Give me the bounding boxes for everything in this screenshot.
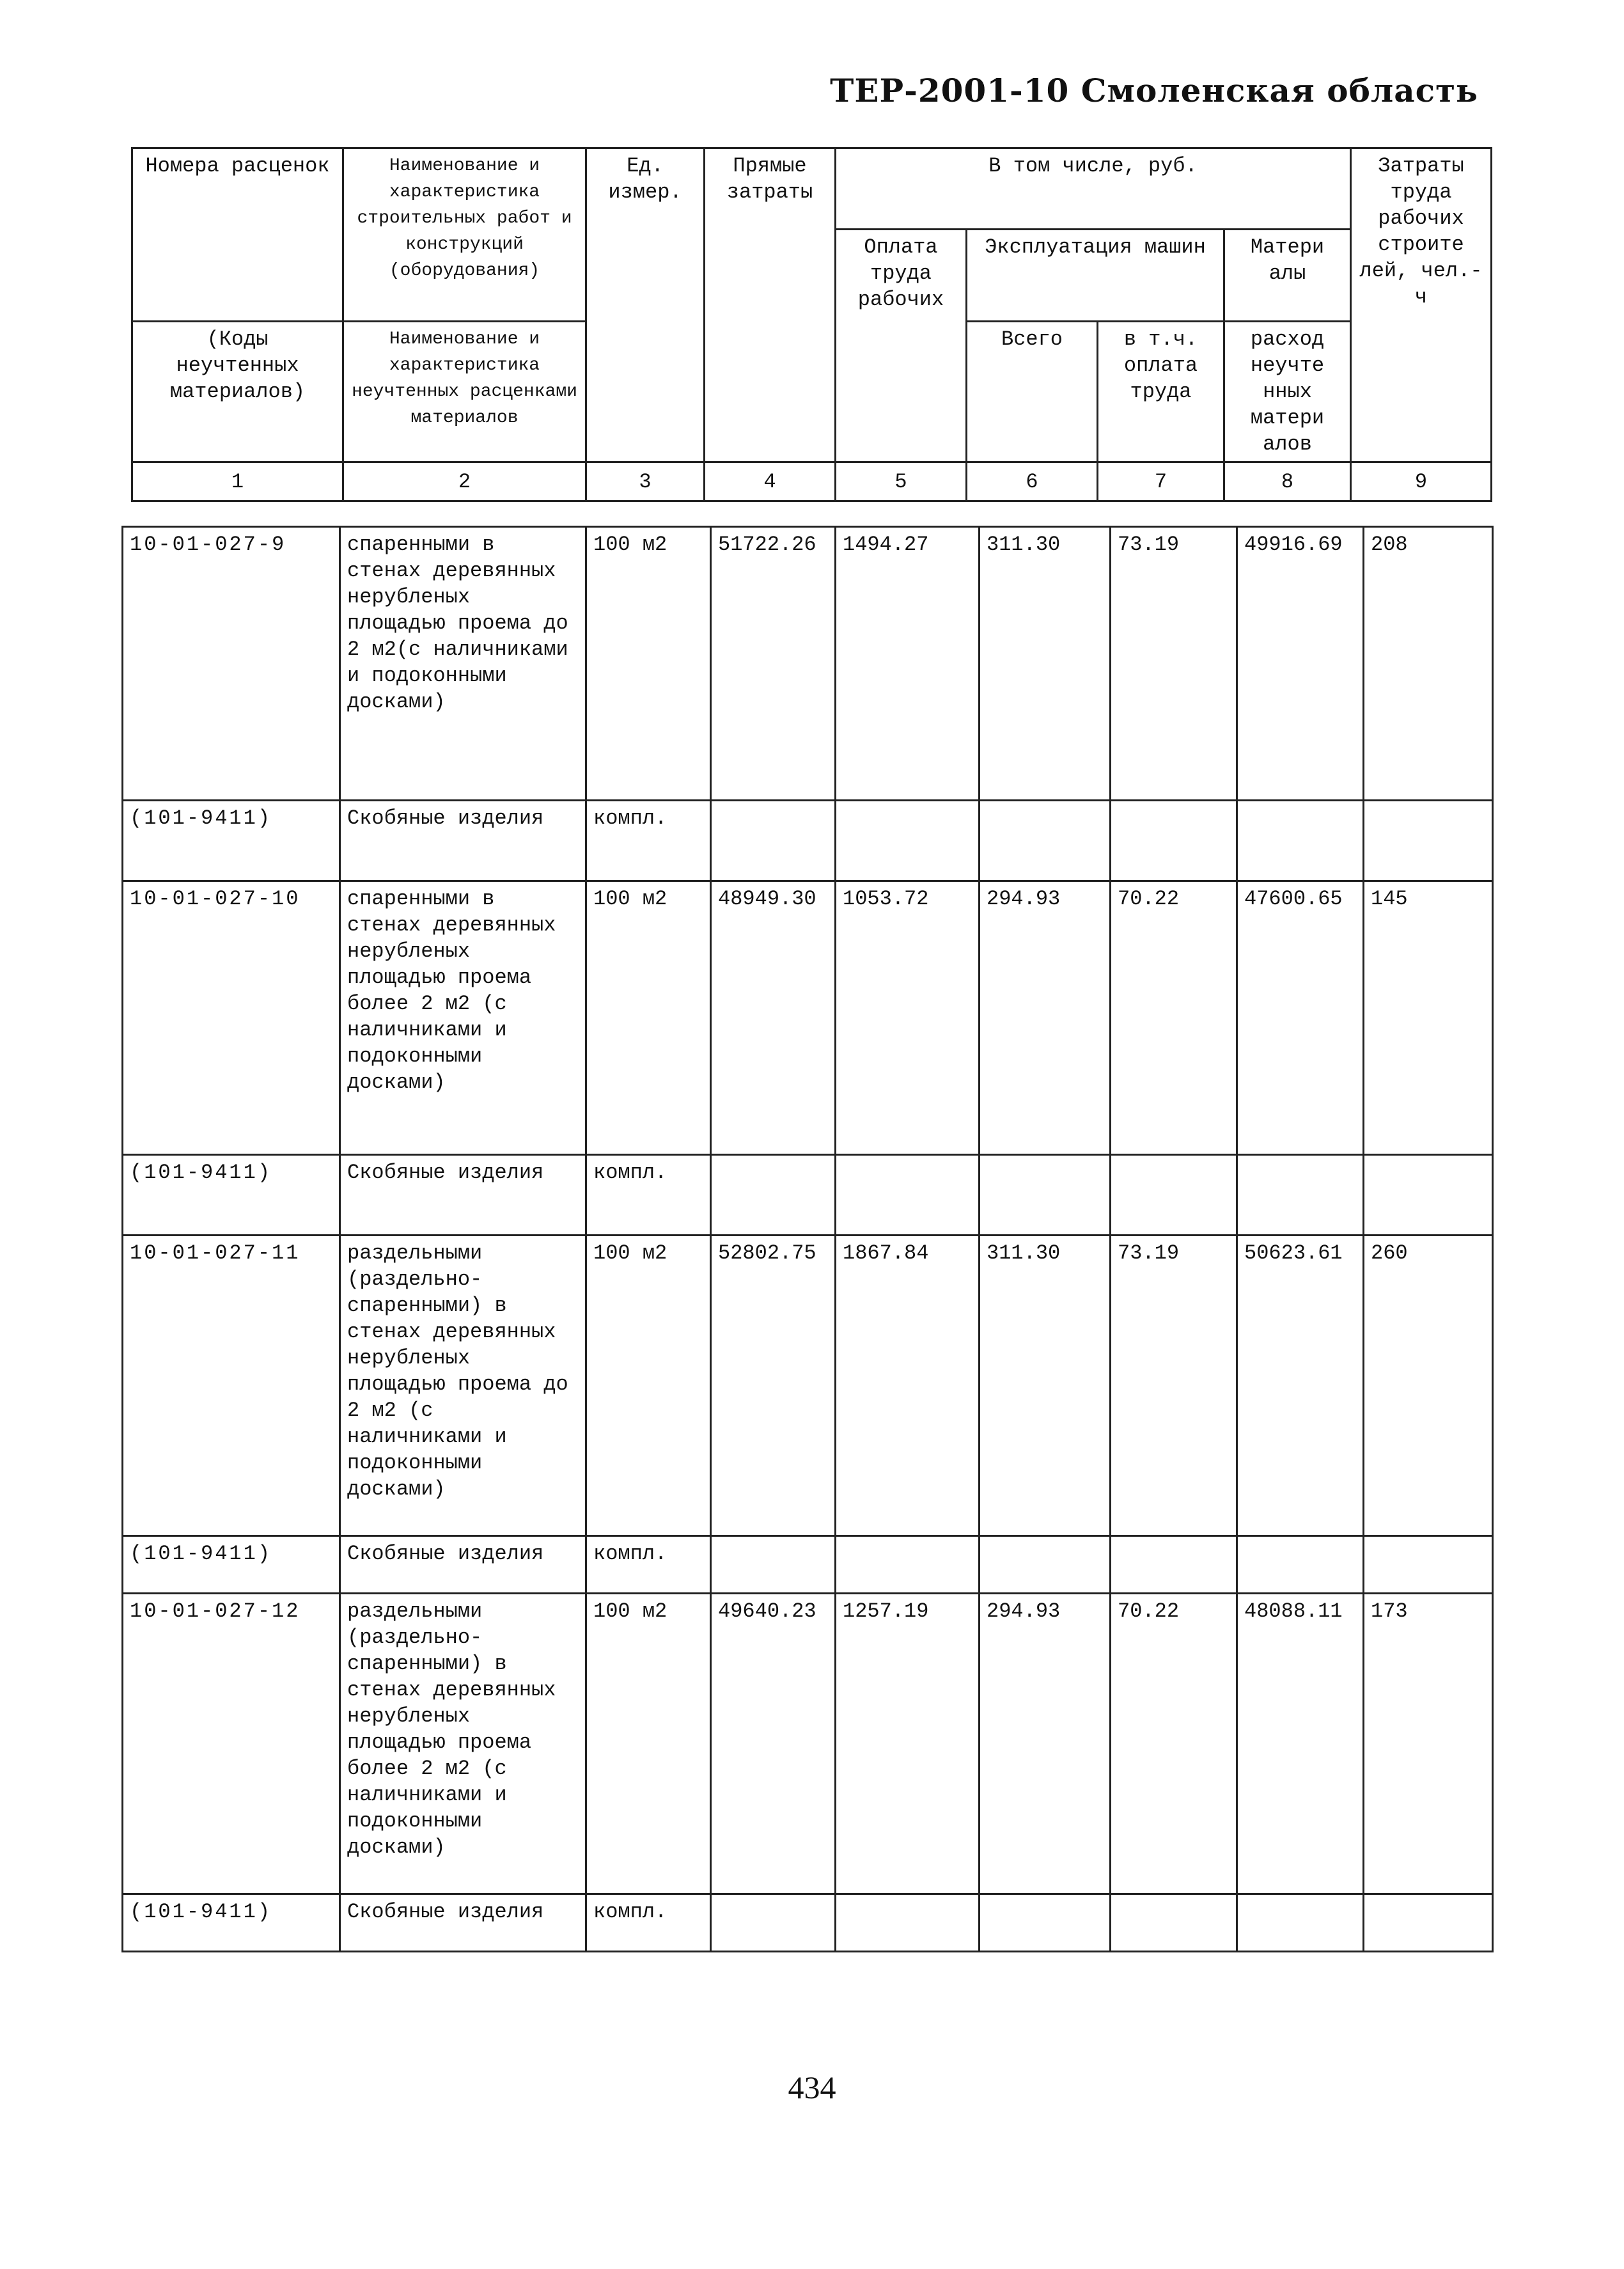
page-title: ТЕР-2001-10 Смоленская область: [830, 72, 1478, 109]
rate-machines-labor: 70.22: [1111, 881, 1237, 1155]
material-labor-pay: [836, 801, 980, 881]
material-direct-costs: [711, 1894, 836, 1952]
rate-name: раздельными (раздельно-спаренными) в стенах деревянных нерубленых площадью проема до 2 м2 (с наличниками и подоконными досками): [340, 1236, 586, 1536]
material-name: Скобяные изделия: [340, 1536, 586, 1594]
header-col6: Всего: [967, 322, 1098, 462]
rate-machines-labor: 73.19: [1111, 527, 1237, 801]
header-col9: Затраты труда рабочих строите лей, чел.-ч: [1351, 148, 1492, 462]
rate-direct-costs: 49640.23: [711, 1594, 836, 1894]
header-col8-top: Матери алы: [1224, 230, 1351, 322]
rate-direct-costs: 52802.75: [711, 1236, 836, 1536]
rate-unit: 100 м2: [586, 1594, 711, 1894]
rate-unit: 100 м2: [586, 1236, 711, 1536]
material-labor-hours: [1364, 1894, 1493, 1952]
rate-labor-hours: 208: [1364, 527, 1493, 801]
header-col5: Оплата труда рабочих: [836, 230, 967, 462]
material-machines-labor: [1111, 1155, 1237, 1236]
header-table: [131, 147, 1492, 502]
material-machines-total: [980, 1894, 1111, 1952]
rate-code: 10-01-027-11: [123, 1236, 340, 1536]
header-number: 5: [836, 462, 967, 501]
material-machines-total: [980, 1155, 1111, 1236]
material-direct-costs: [711, 1155, 836, 1236]
page-number: 434: [788, 2069, 836, 2105]
material-materials: [1237, 1155, 1364, 1236]
rate-machines-total: 311.30: [980, 527, 1111, 801]
rate-labor-hours: 173: [1364, 1594, 1493, 1894]
rate-labor-pay: 1867.84: [836, 1236, 980, 1536]
header-col2-bottom: Наименование и характеристика неучтенных расценками материалов: [343, 322, 586, 462]
rate-direct-costs: 51722.26: [711, 527, 836, 801]
material-code: (101-9411): [123, 801, 340, 881]
header-col4: Прямые затраты: [705, 148, 836, 462]
rate-machines-total: 311.30: [980, 1236, 1111, 1536]
material-machines-total: [980, 801, 1111, 881]
material-name: Скобяные изделия: [340, 1894, 586, 1952]
rate-unit: 100 м2: [586, 527, 711, 801]
header-col3: Ед. измер.: [586, 148, 705, 462]
material-code: (101-9411): [123, 1155, 340, 1236]
rate-labor-pay: 1257.19: [836, 1594, 980, 1894]
header-group: В том числе, руб.: [836, 148, 1351, 230]
rate-labor-hours: 145: [1364, 881, 1493, 1155]
rate-materials: 50623.61: [1237, 1236, 1364, 1536]
material-name: Скобяные изделия: [340, 1155, 586, 1236]
rate-unit: 100 м2: [586, 881, 711, 1155]
header-col1-bottom: (Коды неучтенных материалов): [132, 322, 343, 462]
rate-materials: 47600.65: [1237, 881, 1364, 1155]
header-machines: Эксплуатация машин: [967, 230, 1224, 322]
material-materials: [1237, 1536, 1364, 1594]
rate-code: 10-01-027-9: [123, 527, 340, 801]
rate-labor-hours: 260: [1364, 1236, 1493, 1536]
rate-name: спаренными в стенах деревянных нерубленых площадью проема до 2 м2(с наличниками и подоконными досками): [340, 527, 586, 801]
material-unit: компл.: [586, 1155, 711, 1236]
header-number: 2: [343, 462, 586, 501]
rates-table: [121, 526, 1494, 1952]
header-number: 7: [1098, 462, 1224, 501]
material-labor-hours: [1364, 801, 1493, 881]
rate-machines-total: 294.93: [980, 1594, 1111, 1894]
material-materials: [1237, 801, 1364, 881]
rate-machines-labor: 73.19: [1111, 1236, 1237, 1536]
rate-code: 10-01-027-12: [123, 1594, 340, 1894]
rate-name: раздельными (раздельно-спаренными) в стенах деревянных нерубленых площадью проема более 2 м2 (с наличниками и подоконными досками): [340, 1594, 586, 1894]
material-unit: компл.: [586, 1894, 711, 1952]
header-col2-top: Наименование и характеристика строительных работ и конструкций (оборудования): [343, 148, 586, 322]
rate-direct-costs: 48949.30: [711, 881, 836, 1155]
rate-machines-total: 294.93: [980, 881, 1111, 1155]
material-machines-labor: [1111, 1894, 1237, 1952]
rate-materials: 49916.69: [1237, 527, 1364, 801]
header-number: 4: [705, 462, 836, 501]
header-col7: в т.ч. оплата труда: [1098, 322, 1224, 462]
rate-code: 10-01-027-10: [123, 881, 340, 1155]
rate-name: спаренными в стенах деревянных нерубленых площадью проема более 2 м2 (с наличниками и подоконными досками): [340, 881, 586, 1155]
header-col8-bottom: расход неучте нных матери алов: [1224, 322, 1351, 462]
material-labor-hours: [1364, 1155, 1493, 1236]
material-unit: компл.: [586, 801, 711, 881]
header-number: 8: [1224, 462, 1351, 501]
material-labor-pay: [836, 1894, 980, 1952]
material-unit: компл.: [586, 1536, 711, 1594]
material-code: (101-9411): [123, 1536, 340, 1594]
material-labor-pay: [836, 1536, 980, 1594]
header-number: 9: [1351, 462, 1492, 501]
rate-machines-labor: 70.22: [1111, 1594, 1237, 1894]
material-direct-costs: [711, 1536, 836, 1594]
material-machines-total: [980, 1536, 1111, 1594]
header-col1-top: Номера расценок: [132, 148, 343, 322]
header-number: 6: [967, 462, 1098, 501]
rate-materials: 48088.11: [1237, 1594, 1364, 1894]
rate-labor-pay: 1053.72: [836, 881, 980, 1155]
material-machines-labor: [1111, 801, 1237, 881]
header-number: 1: [132, 462, 343, 501]
rate-labor-pay: 1494.27: [836, 527, 980, 801]
material-name: Скобяные изделия: [340, 801, 586, 881]
material-code: (101-9411): [123, 1894, 340, 1952]
header-number: 3: [586, 462, 705, 501]
material-labor-pay: [836, 1155, 980, 1236]
material-direct-costs: [711, 801, 836, 881]
material-labor-hours: [1364, 1536, 1493, 1594]
material-materials: [1237, 1894, 1364, 1952]
material-machines-labor: [1111, 1536, 1237, 1594]
